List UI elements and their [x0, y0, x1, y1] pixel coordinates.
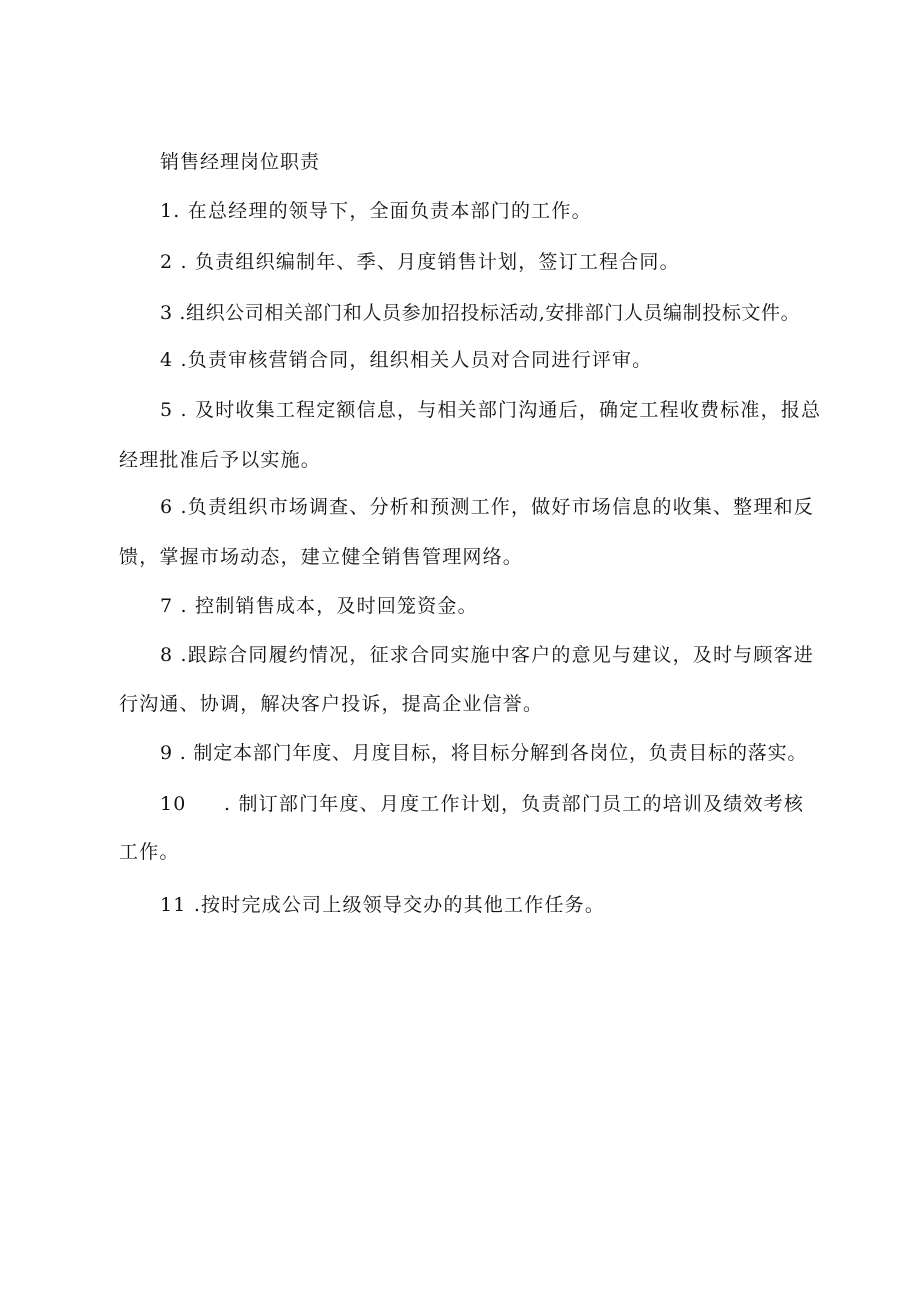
item-text-line: . 在总经理的领导下，全面负责本部门的工作。 [173, 200, 592, 222]
item-number: 9 [160, 742, 173, 764]
item-text-continuation: 行沟通、协调，解决客户投诉，提高企业信誉。 [119, 693, 544, 715]
item-text-line: . 制订部门年度、月度工作计划，负责部门员工的培训及绩效考核 [224, 793, 805, 815]
item-number: 8 [160, 644, 174, 666]
item-number: 10 [160, 793, 187, 815]
item-number: 3 [160, 302, 173, 324]
item-number: 4 [160, 349, 174, 371]
item-text-line: .跟踪合同履约情况，征求合同实施中客户的意见与建议，及时与顾客进 [173, 644, 814, 666]
item-text-line: .负责审核营销合同，组织相关人员对合同进行评审。 [173, 349, 653, 371]
item-text-line: .按时完成公司上级领导交办的其他工作任务。 [186, 894, 606, 916]
item-number: 7 [160, 595, 174, 617]
item-text-line: .负责组织市场调查、分析和预测工作，做好市场信息的收集、整理和反 [173, 496, 814, 518]
item-text-line: . 负责组织编制年、季、月度销售计划，签订工程合同。 [173, 251, 680, 273]
item-text-continuation: 馈，掌握市场动态，建立健全销售管理网络。 [119, 546, 524, 568]
item-number: 1 [160, 200, 174, 222]
item-text-line: . 控制销售成本，及时回笼资金。 [173, 595, 478, 617]
item-number: 11 [160, 894, 187, 916]
item-text-continuation: 工作。 [119, 841, 180, 863]
item-text-line: .组织公司相关部门和人员参加招投标活动,安排部门人员编制投标文件。 [172, 302, 801, 324]
item-text-line: . 及时收集工程定额信息，与相关部门沟通后，确定工程收费标准，报总 [173, 399, 822, 421]
document-title: 销售经理岗位职责 [160, 151, 321, 173]
item-number: 2 [160, 251, 174, 273]
item-text-continuation: 经理批准后予以实施。 [119, 449, 322, 471]
item-number: 5 [160, 399, 174, 421]
item-number: 6 [160, 496, 174, 518]
item-text-line: . 制定本部门年度、月度目标，将目标分解到各岗位，负责目标的落实。 [172, 742, 808, 764]
